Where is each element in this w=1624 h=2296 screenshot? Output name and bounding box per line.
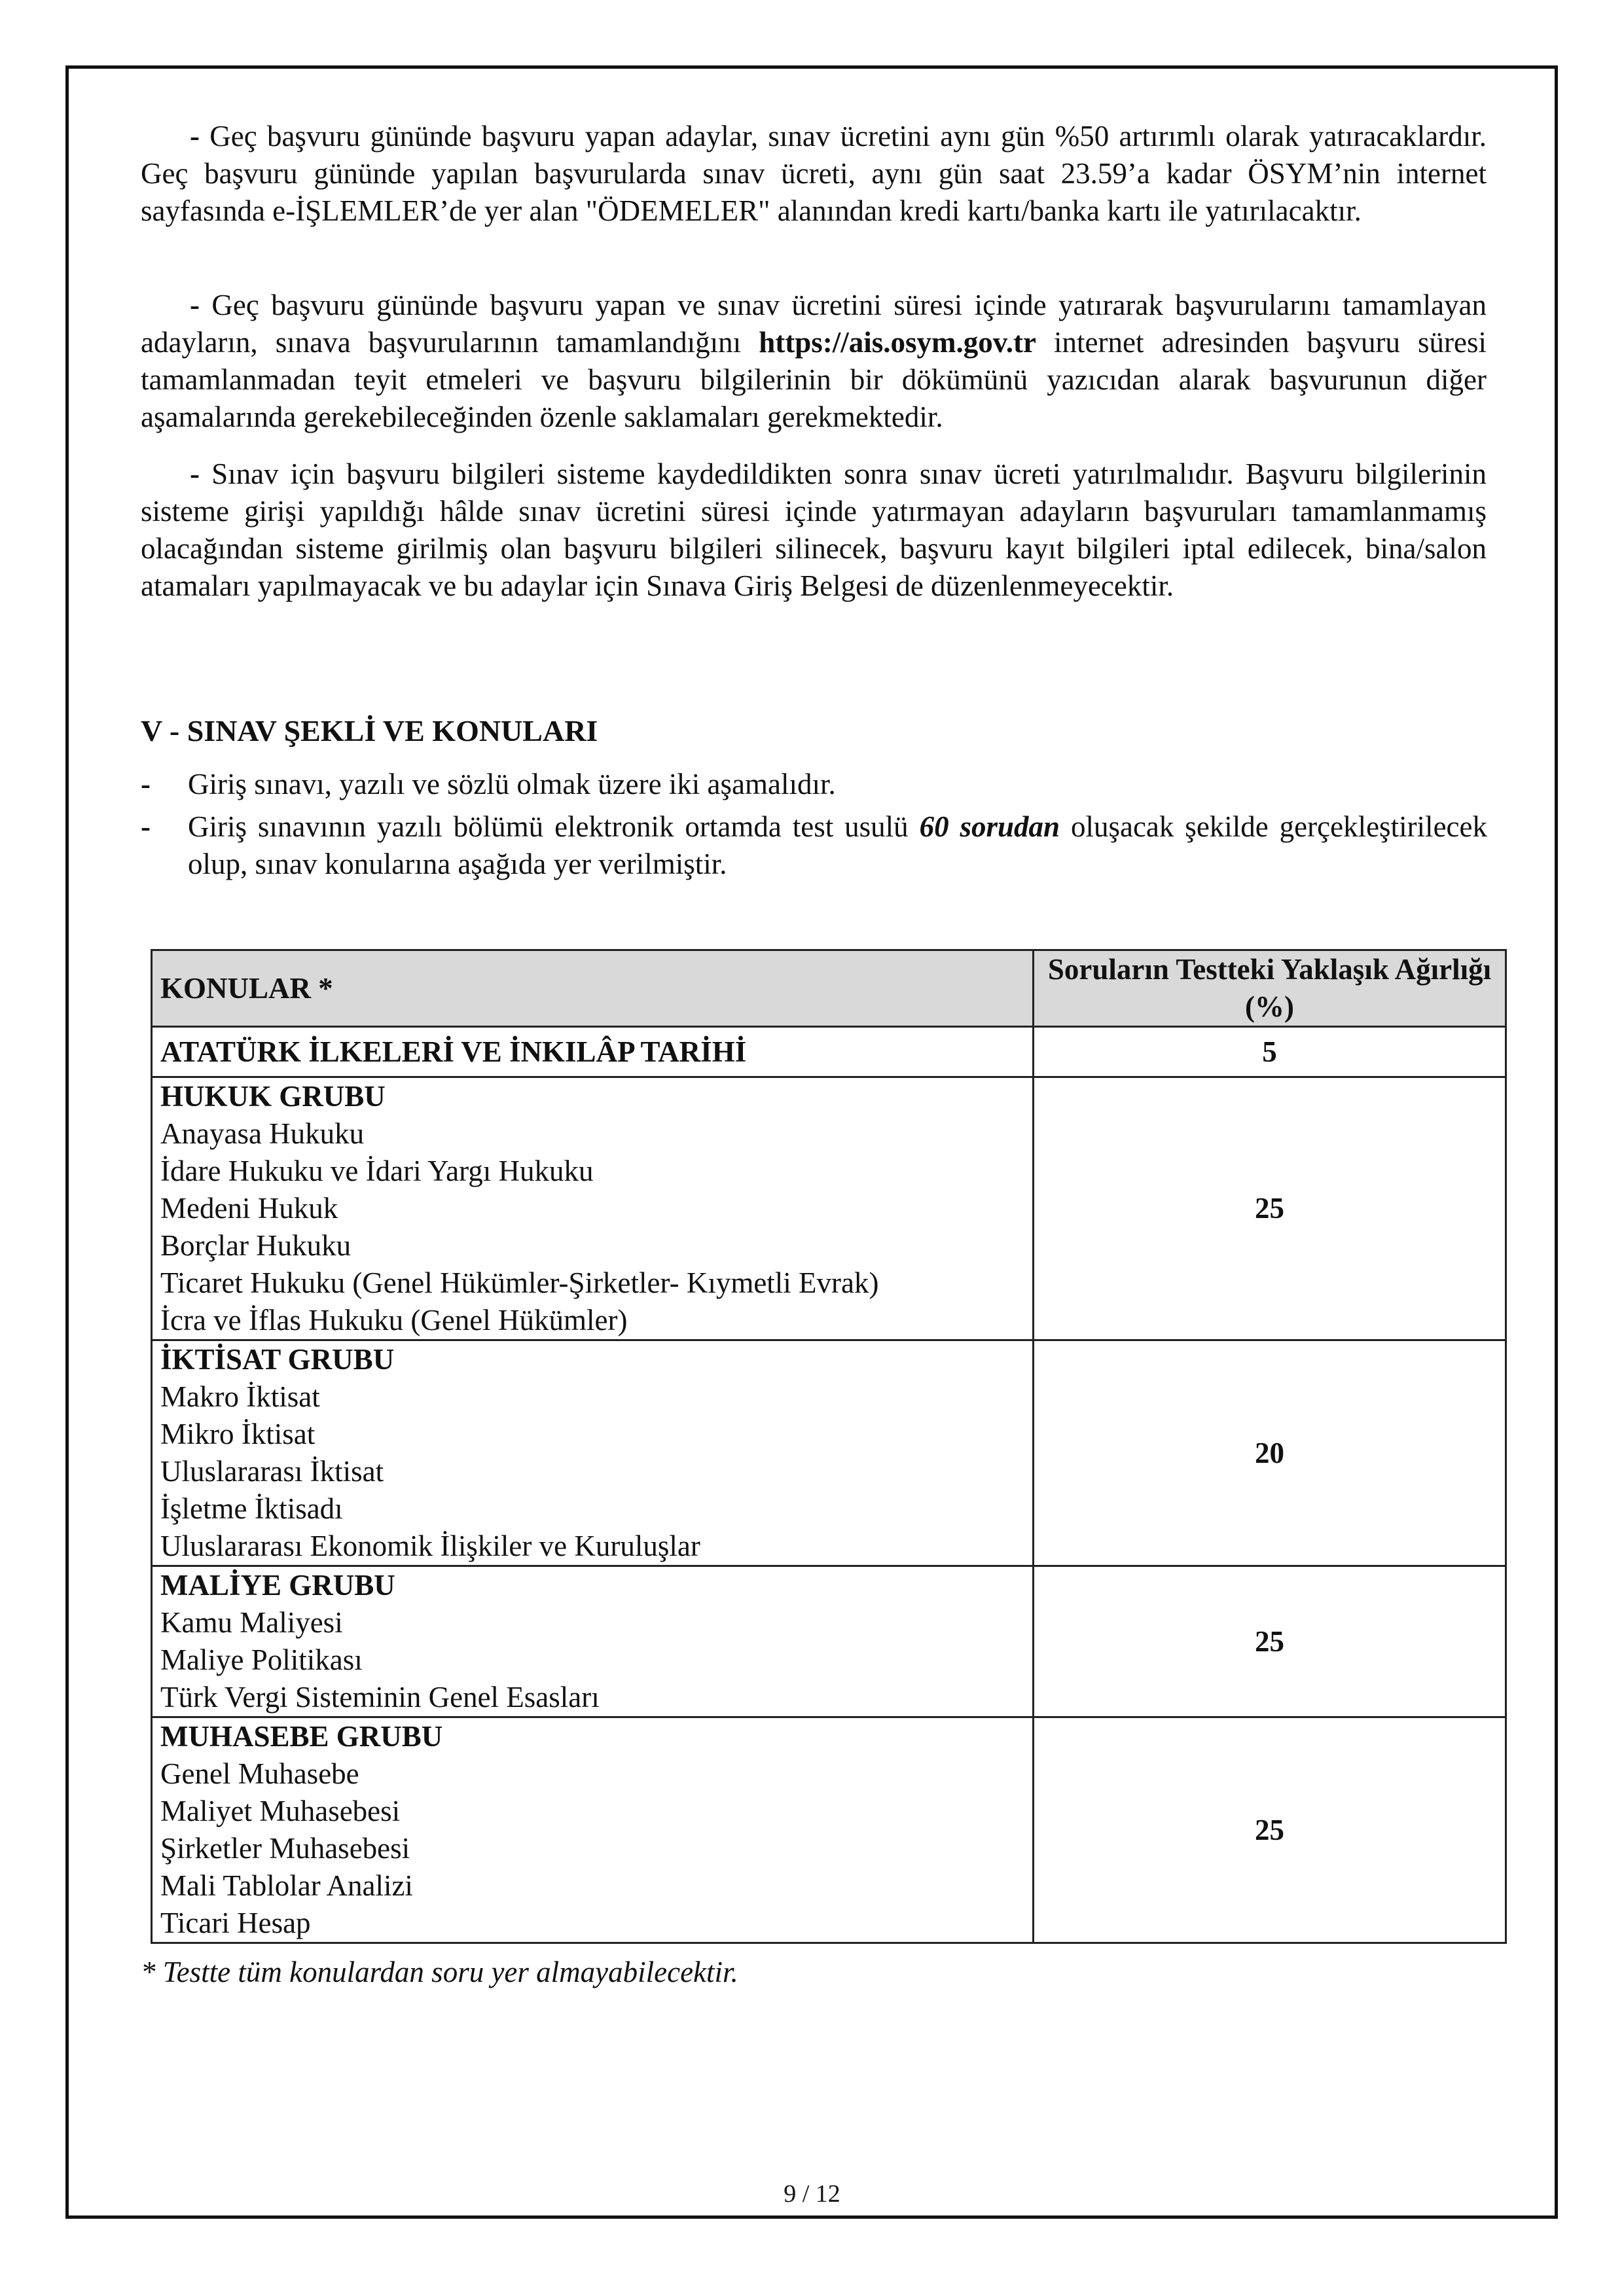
weight-value: 20 — [1034, 1340, 1506, 1566]
topic-group: MUHASEBE GRUBU — [160, 1720, 443, 1753]
paragraph-text: Sınav için başvuru bilgileri sisteme kaydedildikten sonra sınav ücreti yatırılmalıdır. Başvuru bilgilerinin sisteme girişi yapıldığı hâlde sınav ücretini süresi içinde yatırmayan adayların başvuruları tamamlanmamış olacağından sisteme girilmiş olan başvuru bilgileri silinecek, başvuru kayıt bilgileri iptal edilecek, bina/salon atamaları yapılmayacak ve bu adaylar için Sınava Giriş Belgesi de düzenlenmeyecektir. — [141, 457, 1487, 602]
topic-item: Türk Vergi Sisteminin Genel Esasları — [160, 1681, 600, 1713]
topic-group: ATATÜRK İLKELERİ VE İNKILÂP TARİHİ — [152, 1027, 1034, 1077]
paragraph-dash: - — [190, 120, 200, 152]
topic-item: Şirketler Muhasebesi — [160, 1832, 410, 1865]
table-footnote: * Testte tüm konulardan soru yer almayabilecektir. — [141, 1956, 738, 1988]
bullet-dash: - — [141, 810, 151, 843]
topic-item: Uluslararası İktisat — [160, 1455, 384, 1488]
section-title: V - SINAV ŞEKLİ VE KONULARI — [141, 714, 598, 747]
topic-group: MALİYE GRUBU — [160, 1569, 395, 1602]
topic-item: Genel Muhasebe — [160, 1757, 359, 1790]
page-number: 9 / 12 — [784, 2180, 840, 2208]
question-count: 60 sorudan — [919, 810, 1060, 843]
table-row — [152, 1027, 1506, 1077]
topic-item: İdare Hukuku ve İdari Yargı Hukuku — [160, 1155, 594, 1187]
topic-item: Mali Tablolar Analizi — [160, 1869, 413, 1902]
weight-value: 5 — [1034, 1027, 1506, 1077]
table-row — [152, 1077, 1506, 1340]
header-weight: Soruların Testteki Yaklaşık Ağırlığı (%) — [1034, 950, 1506, 1027]
paragraph-late-payment — [141, 118, 1487, 230]
topic-item: İcra ve İflas Hukuku (Genel Hükümler) — [160, 1304, 628, 1336]
paragraph-text: Geç başvuru gününde başvuru yapan ve sınav ücretini süresi içinde yatırarak başvurularını tamamlayan adayların, sınava başvurularının tamamlandığını — [141, 289, 1487, 359]
topic-item: Kamu Maliyesi — [160, 1606, 343, 1639]
topic-item: Borçlar Hukuku — [160, 1229, 352, 1262]
topic-item: Anayasa Hukuku — [160, 1117, 365, 1150]
weight-value: 25 — [1034, 1717, 1506, 1943]
table-header-row — [152, 950, 1506, 1027]
topic-item: Maliye Politikası — [160, 1643, 363, 1676]
table-row — [152, 1340, 1506, 1566]
bullet-dash: - — [141, 768, 151, 800]
bullet-item — [141, 808, 1487, 883]
topic-item: Uluslararası Ekonomik İlişkiler ve Kuruluşlar — [160, 1530, 700, 1562]
paragraph-dash: - — [190, 457, 200, 490]
topic-item: Makro İktisat — [160, 1380, 320, 1413]
topic-group: İKTİSAT GRUBU — [160, 1343, 395, 1376]
topic-cell — [152, 1566, 1034, 1717]
ais-link[interactable]: https://ais.osym.gov.tr — [759, 326, 1036, 359]
topic-cell — [152, 1340, 1034, 1566]
topic-item: Ticaret Hukuku (Genel Hükümler-Şirketler- Kıymetli Evrak) — [160, 1266, 879, 1299]
topic-group: HUKUK GRUBU — [160, 1080, 386, 1113]
bullet-text: Giriş sınavının yazılı bölümü elektronik ortamda test usulü — [188, 810, 909, 843]
topic-cell — [152, 1717, 1034, 1943]
weight-value: 25 — [1034, 1077, 1506, 1340]
topic-item: Ticari Hesap — [160, 1907, 311, 1939]
bullet-text: Giriş sınavı, yazılı ve sözlü olmak üzere iki aşamalıdır. — [188, 768, 836, 800]
topic-item: Medeni Hukuk — [160, 1192, 338, 1225]
bullet-text: oluşacak şekilde gerçekleştirilecek olup, sınav konularına aşağıda yer verilmiştir. — [188, 810, 1487, 880]
paragraph-fee-payment — [141, 456, 1487, 605]
header-topics: KONULAR * — [152, 950, 1034, 1027]
paragraph-text: internet adresinden başvuru süresi tamamlanmadan teyit etmeleri ve başvuru bilgilerinin bir dökümünü yazıcıdan alarak başvurunun diğer aşamalarında gerekebileceğinden özenle saklamaları gerekmektedir. — [141, 326, 1487, 433]
bullet-item — [141, 766, 1487, 803]
topic-item: İşletme İktisadı — [160, 1492, 343, 1525]
topic-item: Mikro İktisat — [160, 1418, 316, 1450]
table-row — [152, 1717, 1506, 1943]
topics-table — [151, 949, 1507, 1944]
topic-item: Maliyet Muhasebesi — [160, 1795, 401, 1827]
paragraph-text: Geç başvuru gününde başvuru yapan adaylar, sınav ücretini aynı gün %50 artırımlı olarak yatıracaklardır. Geç başvuru gününde yapılan başvurularda sınav ücreti, aynı gün saat 23.59’a kadar ÖSYM’nin internet sayfasında e-İŞLEMLER’de yer alan "ÖDEMELER" alanından kredi kartı/banka kartı ile yatırılacaktır. — [141, 120, 1487, 227]
paragraph-dash: - — [190, 289, 200, 321]
table-row — [152, 1566, 1506, 1717]
paragraph-confirmation — [141, 287, 1487, 436]
weight-value: 25 — [1034, 1566, 1506, 1717]
topic-cell — [152, 1077, 1034, 1340]
